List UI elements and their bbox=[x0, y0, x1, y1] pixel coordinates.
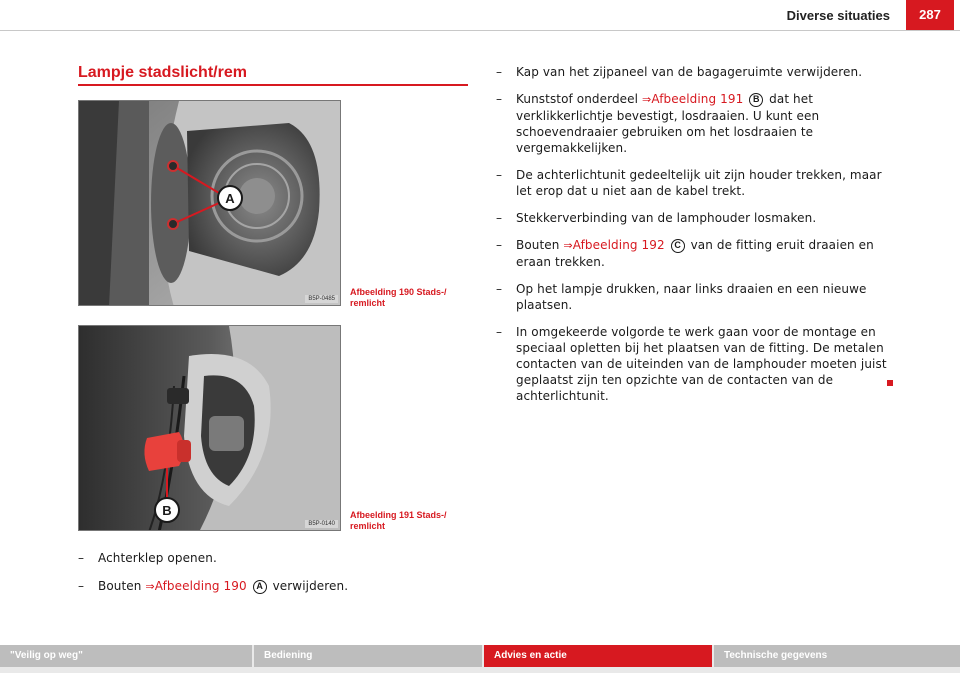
footer-tab-bediening[interactable]: Bediening bbox=[254, 645, 482, 667]
figure-191-link[interactable]: ⇒Afbeelding 191 bbox=[641, 92, 744, 106]
footer-tab-advies-en-actie[interactable]: Advies en actie bbox=[484, 645, 712, 667]
figure-190-link[interactable]: ⇒Afbeelding 190 bbox=[145, 579, 247, 593]
step-item: – Bouten ⇒Afbeelding 192 C van de fitting eruit draaien en eraan trekken. bbox=[496, 238, 874, 269]
figure-190-photo bbox=[78, 100, 341, 306]
step-dash: – bbox=[496, 92, 503, 106]
lamp-holder-illustration bbox=[79, 326, 341, 531]
step-item: – In omgekeerde volgorde te werk gaan voor de montage en speciaal opletten bij het plaatsen van de fitting. De metalen contacten van de uiteinden van de lamphouder moeten juist geplaatst zijn ten opzichte van de contacten van de achterlichtunit. bbox=[496, 325, 887, 403]
header-rule bbox=[0, 30, 960, 31]
step-dash: – bbox=[78, 579, 85, 593]
step-item: – Bouten ⇒Afbeelding 190 A verwijderen. bbox=[78, 579, 349, 593]
step-dash: – bbox=[496, 282, 503, 296]
figure-190-caption: Afbeelding 190 Stads-/ remlicht bbox=[350, 287, 447, 308]
figure-192-link[interactable]: ⇒Afbeelding 192 bbox=[563, 238, 665, 252]
step-item: – Kunststof onderdeel ⇒Afbeelding 191 B dat het verklikkerlichtje bevestigt, losdraaien. U kunt een schoevendraaier gebruiken om het losdraaien te vergemakkelijken. bbox=[496, 92, 820, 155]
step-item: – Achterklep openen. bbox=[78, 551, 217, 565]
page-number: 287 bbox=[906, 0, 954, 31]
step-dash: – bbox=[496, 325, 503, 339]
callout-badge-c: C bbox=[671, 239, 685, 253]
callout-badge-b: B bbox=[749, 93, 763, 107]
steps-left-column bbox=[78, 550, 468, 607]
figure-191-code: B5P-0140 bbox=[305, 520, 338, 528]
step-dash: – bbox=[496, 65, 503, 79]
step-item: – Stekkerverbinding van de lamphouder losmaken. bbox=[496, 211, 817, 225]
step-dash: – bbox=[496, 211, 503, 225]
step-dash: – bbox=[496, 238, 503, 252]
footer-bar bbox=[0, 645, 960, 673]
callout-badge-a: A bbox=[253, 580, 267, 594]
section-title: Lampje stadslicht/rem bbox=[78, 64, 247, 81]
callout-a: A bbox=[225, 191, 235, 206]
step-dash: – bbox=[496, 168, 503, 182]
figure-191-photo bbox=[78, 325, 341, 531]
callout-b: B bbox=[162, 503, 172, 518]
step-item: – De achterlichtunit gedeeltelijk uit zijn houder trekken, maar let erop dat u niet aan de kabel trekt. bbox=[496, 168, 882, 198]
running-header: Diverse situaties bbox=[786, 8, 890, 23]
rear-light-illustration bbox=[79, 101, 341, 306]
step-dash: – bbox=[78, 551, 85, 565]
step-item: – Op het lampje drukken, naar links draaien en een nieuwe plaatsen. bbox=[496, 282, 867, 312]
footer-tab-veilig-op-weg[interactable]: "Veilig op weg" bbox=[0, 645, 252, 667]
footer-tab-technische-gegevens[interactable]: Technische gegevens bbox=[714, 645, 960, 667]
section-end-marker bbox=[887, 380, 893, 386]
figure-190-code: B5P-0485 bbox=[305, 295, 338, 303]
section-title-rule bbox=[78, 84, 468, 86]
figure-191-caption: Afbeelding 191 Stads-/ remlicht bbox=[350, 510, 447, 531]
step-item: – Kap van het zijpaneel van de bagageruimte verwijderen. bbox=[496, 65, 863, 79]
steps-right-column bbox=[496, 64, 888, 415]
